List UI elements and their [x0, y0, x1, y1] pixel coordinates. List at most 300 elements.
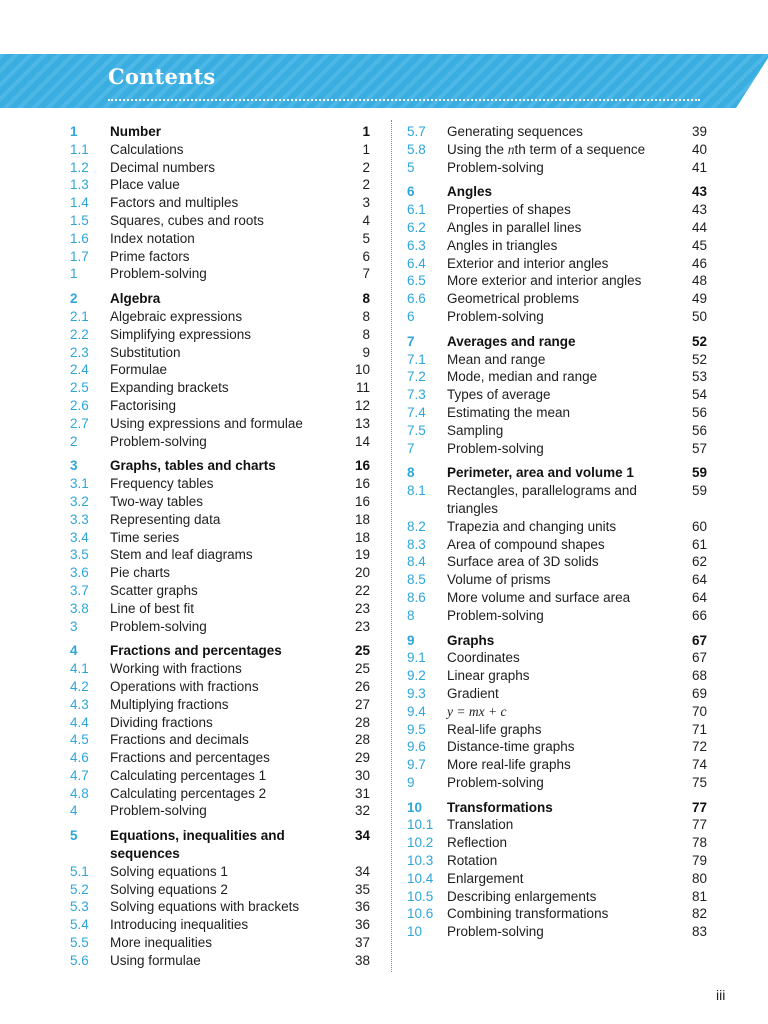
section-row[interactable] [60, 564, 376, 582]
section-row[interactable] [397, 703, 713, 721]
section-number: 3.2 [70, 493, 89, 509]
section-number: 2.7 [70, 415, 89, 431]
chapter-page: 25 [354, 643, 370, 659]
section-page: 20 [354, 565, 370, 581]
section-row[interactable] [60, 159, 376, 177]
section-page: 36 [354, 917, 370, 933]
section-number: 9.6 [407, 739, 426, 755]
section-number: 2.6 [70, 397, 89, 413]
chapter-number: 5 [70, 828, 78, 844]
section-title: Mode, median and range [447, 369, 598, 385]
section-page: 7 [362, 266, 370, 282]
section-page: 25 [354, 661, 370, 677]
chapter-number: 3 [70, 458, 78, 474]
section-number: 10.5 [407, 888, 434, 904]
chapter-heading-row[interactable] [397, 183, 713, 201]
section-row[interactable] [397, 308, 713, 326]
chapter-page: 67 [691, 632, 707, 648]
section-title: Formulae [110, 362, 168, 378]
section-row[interactable] [397, 888, 713, 906]
section-number: 8 [407, 607, 415, 623]
section-number: 5.4 [70, 917, 89, 933]
section-page: 53 [691, 369, 707, 385]
chapter-number: 1 [70, 124, 78, 139]
section-page: 10 [354, 362, 370, 378]
section-row[interactable] [397, 553, 713, 571]
section-row[interactable] [60, 433, 376, 451]
contents-column-left [60, 123, 376, 977]
section-page: 11 [355, 380, 370, 396]
section-title: Line of best fit [110, 600, 195, 616]
section-page: 71 [691, 721, 707, 737]
section-row[interactable] [60, 785, 376, 803]
section-title [447, 703, 671, 721]
section-page: 36 [354, 899, 370, 915]
chapter-heading-row[interactable] [60, 290, 376, 308]
section-number: 9.4 [407, 703, 426, 719]
section-row[interactable] [60, 678, 376, 696]
section-row[interactable] [60, 802, 376, 820]
section-row[interactable] [397, 482, 713, 518]
section-title: Describing enlargements [447, 888, 597, 904]
chapter-number: 7 [407, 333, 415, 349]
section-page: 16 [354, 493, 370, 509]
section-row[interactable] [60, 714, 376, 732]
section-number: 10.1 [407, 817, 434, 833]
section-number: 1.3 [70, 177, 89, 193]
section-number: 6.4 [407, 255, 426, 271]
section-page: 23 [354, 600, 370, 616]
section-title: Algebraic expressions [110, 308, 243, 324]
section-number: 3 [70, 618, 78, 634]
section-page: 48 [691, 273, 707, 289]
section-row[interactable] [397, 141, 713, 159]
section-page: 67 [691, 650, 707, 666]
section-row[interactable] [60, 881, 376, 899]
section-number: 8.4 [407, 554, 426, 570]
section-page: 29 [354, 750, 370, 766]
chapter-heading-row[interactable] [397, 632, 713, 650]
section-row[interactable] [397, 923, 713, 941]
section-number: 10.2 [407, 835, 434, 851]
section-title: Problem-solving [110, 433, 207, 449]
section-row[interactable] [60, 379, 376, 397]
section-number: 8.2 [407, 518, 426, 534]
section-number: 5.1 [70, 863, 89, 879]
section-page: 28 [354, 714, 370, 730]
section-row[interactable] [397, 422, 713, 440]
section-title: Calculating percentages 2 [110, 785, 267, 801]
section-page: 54 [691, 387, 707, 403]
section-number: 2.5 [70, 380, 89, 396]
section-number: 7.4 [407, 404, 426, 420]
section-row[interactable] [60, 176, 376, 194]
section-number: 1.6 [70, 230, 89, 246]
section-row[interactable] [60, 230, 376, 248]
section-row[interactable] [60, 511, 376, 529]
section-number: 9.5 [407, 721, 426, 737]
section-page: 35 [354, 881, 370, 897]
section-page: 72 [691, 739, 707, 755]
section-title: Problem-solving [447, 774, 544, 790]
section-page: 56 [691, 404, 707, 420]
section-number: 1.7 [70, 248, 89, 264]
section-number: 7.2 [407, 369, 426, 385]
chapter-page: 34 [354, 828, 370, 844]
section-row[interactable] [397, 571, 713, 589]
section-row[interactable] [397, 368, 713, 386]
section-title: Generating sequences [447, 124, 583, 139]
section-title: Dividing fractions [110, 714, 213, 730]
section-title: Representing data [110, 511, 221, 527]
section-number: 5 [407, 159, 415, 175]
section-row[interactable] [397, 440, 713, 458]
section-page: 46 [691, 255, 707, 271]
chapter-page: 43 [691, 184, 707, 200]
section-page: 23 [354, 618, 370, 634]
section-page: 12 [354, 397, 370, 413]
section-number: 10.4 [407, 870, 434, 886]
chapter-number: 2 [70, 291, 78, 307]
section-row[interactable] [397, 159, 713, 177]
section-row[interactable] [397, 905, 713, 923]
section-title: Squares, cubes and roots [110, 212, 264, 228]
section-row[interactable] [60, 141, 376, 159]
section-number: 10 [407, 924, 423, 940]
section-page: 38 [354, 952, 370, 968]
section-page: 64 [691, 589, 707, 605]
section-number: 4.1 [70, 661, 89, 677]
section-row[interactable] [60, 916, 376, 934]
section-page: 41 [691, 159, 707, 175]
chapter-title: Averages and range [447, 333, 576, 349]
chapter-page: 59 [691, 465, 707, 481]
section-title: Operations with fractions [110, 678, 259, 694]
section-number: 2 [70, 433, 78, 449]
section-number: 3.6 [70, 565, 89, 581]
entry-title-line: Equations, inequalities and [110, 828, 285, 844]
section-page: 18 [354, 529, 370, 545]
section-row[interactable] [397, 386, 713, 404]
header-dotted-rule [108, 99, 700, 101]
contents-column-right [397, 123, 713, 948]
section-title: Reflection [447, 835, 508, 851]
section-title: Fractions and decimals [110, 732, 249, 748]
chapter-heading-row[interactable] [397, 464, 713, 482]
chapter-block [60, 827, 376, 969]
section-title: Properties of shapes [447, 202, 571, 218]
section-page: 31 [354, 785, 370, 801]
section-number: 7 [407, 440, 415, 456]
section-title: Linear graphs [447, 668, 530, 684]
section-row[interactable] [397, 834, 713, 852]
section-title: Solving equations with brackets [110, 899, 300, 915]
section-row[interactable] [397, 290, 713, 308]
section-row[interactable] [397, 219, 713, 237]
section-title: Substitution [110, 344, 181, 360]
section-page: 57 [691, 440, 707, 456]
section-title [447, 141, 671, 159]
section-row[interactable] [60, 212, 376, 230]
chapter-heading-row[interactable] [60, 123, 376, 141]
section-title: Solving equations 2 [110, 881, 228, 897]
section-row[interactable] [60, 308, 376, 326]
section-title: Problem-solving [447, 440, 544, 456]
section-number: 4.3 [70, 696, 89, 712]
section-title: Problem-solving [447, 159, 544, 175]
section-row[interactable] [397, 518, 713, 536]
section-title [447, 482, 671, 518]
chapter-title: Number [110, 124, 162, 139]
section-title: Estimating the mean [447, 404, 571, 420]
chapter-number: 6 [407, 184, 415, 200]
section-title: Trapezia and changing units [447, 518, 617, 534]
section-page: 26 [354, 678, 370, 694]
section-row[interactable] [60, 582, 376, 600]
chapter-heading-row[interactable] [397, 333, 713, 351]
section-title: Factors and multiples [110, 195, 239, 211]
section-row[interactable] [397, 351, 713, 369]
chapter-page: 16 [354, 458, 370, 474]
section-row[interactable] [397, 536, 713, 554]
section-title: Working with fractions [110, 661, 242, 677]
section-page: 27 [354, 696, 370, 712]
section-row[interactable] [60, 493, 376, 511]
section-number: 4.5 [70, 732, 89, 748]
section-title: More real-life graphs [447, 757, 571, 773]
section-row[interactable] [60, 344, 376, 362]
section-row[interactable] [60, 546, 376, 564]
section-title: Solving equations 1 [110, 863, 228, 879]
section-number: 9.1 [407, 650, 426, 666]
section-number: 4.4 [70, 714, 89, 730]
chapter-block [397, 333, 713, 458]
section-row[interactable] [60, 731, 376, 749]
section-number: 1.1 [70, 141, 89, 157]
section-row[interactable] [60, 618, 376, 636]
section-row[interactable] [60, 749, 376, 767]
section-number: 2.1 [70, 308, 89, 324]
section-page: 40 [691, 141, 707, 157]
section-row[interactable] [60, 361, 376, 379]
section-title: Translation [447, 817, 514, 833]
section-row[interactable] [397, 721, 713, 739]
section-page: 43 [691, 202, 707, 218]
section-number: 6 [407, 308, 415, 324]
section-row[interactable] [60, 475, 376, 493]
section-row[interactable] [397, 237, 713, 255]
section-title: Factorising [110, 397, 177, 413]
chapter-block [60, 290, 376, 450]
section-title: Fractions and percentages [110, 750, 270, 766]
section-page: 30 [354, 767, 370, 783]
chapter-heading-row[interactable] [60, 457, 376, 475]
section-title: Exterior and interior angles [447, 255, 609, 271]
section-number: 8.5 [407, 572, 426, 588]
section-row[interactable] [60, 952, 376, 970]
section-page: 9 [362, 344, 370, 360]
section-row[interactable] [397, 589, 713, 607]
section-page: 81 [691, 888, 707, 904]
section-page: 8 [362, 308, 370, 324]
section-title: Rotation [447, 853, 498, 869]
section-title: Combining transformations [447, 906, 609, 922]
section-number: 6.1 [407, 202, 426, 218]
section-page: 19 [354, 547, 370, 563]
section-title: Distance-time graphs [447, 739, 575, 755]
section-row[interactable] [397, 685, 713, 703]
chapter-block [60, 642, 376, 820]
section-number: 6.5 [407, 273, 426, 289]
chapter-title: Angles [447, 184, 493, 200]
section-page: 37 [354, 935, 370, 951]
page-title: Contents [108, 64, 216, 89]
section-page: 75 [691, 774, 707, 790]
chapter-block [60, 457, 376, 635]
section-number: 6.6 [407, 291, 426, 307]
section-row[interactable] [397, 756, 713, 774]
section-title: Problem-solving [110, 618, 207, 634]
section-title: Gradient [447, 685, 499, 701]
column-divider [391, 120, 392, 972]
section-title: Multiplying fractions [110, 696, 229, 712]
section-page: 13 [354, 415, 370, 431]
section-number: 3.8 [70, 600, 89, 616]
section-title: Calculations [110, 141, 184, 157]
section-row[interactable] [60, 660, 376, 678]
section-number: 1.2 [70, 159, 89, 175]
chapter-heading-row[interactable] [397, 799, 713, 817]
section-number: 5.8 [407, 141, 426, 157]
chapter-title [110, 827, 334, 863]
section-number: 1 [70, 266, 78, 282]
section-row[interactable] [397, 667, 713, 685]
section-page: 50 [691, 308, 707, 324]
chapter-number: 9 [407, 632, 415, 648]
section-page: 2 [362, 177, 370, 193]
section-page: 6 [362, 248, 370, 264]
section-page: 45 [691, 237, 707, 253]
section-number: 9 [407, 774, 415, 790]
section-title: Calculating percentages 1 [110, 767, 267, 783]
entry-title-math: y = mx + c [447, 703, 507, 719]
section-page: 39 [691, 124, 707, 139]
section-row[interactable] [60, 934, 376, 952]
section-title: Angles in parallel lines [447, 219, 582, 235]
section-page: 69 [691, 685, 707, 701]
section-row[interactable] [397, 738, 713, 756]
section-number: 5.5 [70, 935, 89, 951]
section-title: Using formulae [110, 952, 201, 968]
section-row[interactable] [397, 255, 713, 273]
section-row[interactable] [397, 649, 713, 667]
section-number: 2.3 [70, 344, 89, 360]
section-title: Pie charts [110, 565, 171, 581]
section-row[interactable] [60, 397, 376, 415]
section-title: Simplifying expressions [110, 326, 252, 342]
section-row[interactable] [397, 774, 713, 792]
section-row[interactable] [397, 201, 713, 219]
chapter-block [60, 123, 376, 283]
entry-title-line: Rectangles, parallelograms and [447, 483, 637, 499]
section-row[interactable] [397, 852, 713, 870]
section-row[interactable] [60, 600, 376, 618]
chapter-heading-row[interactable] [60, 827, 376, 863]
chapter-title: Graphs [447, 632, 495, 648]
chapter-block [397, 632, 713, 792]
section-page: 28 [354, 732, 370, 748]
section-title: Time series [110, 529, 180, 545]
entry-title-line: triangles [447, 500, 499, 516]
section-row[interactable] [397, 272, 713, 290]
section-title: Types of average [447, 387, 551, 403]
section-page: 59 [691, 483, 707, 499]
section-number: 8.3 [407, 536, 426, 552]
section-page: 14 [354, 433, 370, 449]
section-page: 49 [691, 291, 707, 307]
section-title: Coordinates [447, 650, 520, 666]
section-row[interactable] [60, 415, 376, 433]
section-title: Problem-solving [447, 308, 544, 324]
section-number: 3.5 [70, 547, 89, 563]
section-page: 2 [362, 159, 370, 175]
section-page: 4 [362, 212, 370, 228]
section-number: 2.2 [70, 326, 89, 342]
section-row[interactable] [60, 696, 376, 714]
chapter-title: Algebra [110, 291, 161, 307]
section-row[interactable] [60, 248, 376, 266]
section-row[interactable] [397, 816, 713, 834]
section-title: Geometrical problems [447, 291, 580, 307]
chapter-title: Perimeter, area and volume 1 [447, 465, 634, 481]
section-row[interactable] [60, 898, 376, 916]
section-row[interactable] [60, 326, 376, 344]
section-number: 3.3 [70, 511, 89, 527]
section-row[interactable] [60, 863, 376, 881]
section-page: 8 [362, 326, 370, 342]
section-title: Problem-solving [110, 803, 207, 819]
chapter-number: 10 [407, 799, 423, 815]
section-page: 56 [691, 422, 707, 438]
section-number: 3.4 [70, 529, 89, 545]
section-number: 4.2 [70, 678, 89, 694]
section-title: Real-life graphs [447, 721, 542, 737]
section-title: Enlargement [447, 870, 524, 886]
chapter-title: Transformations [447, 799, 553, 815]
section-row[interactable] [60, 194, 376, 212]
section-title: Angles in triangles [447, 237, 558, 253]
section-number: 6.3 [407, 237, 426, 253]
section-title: Scatter graphs [110, 582, 198, 598]
section-number: 5.3 [70, 899, 89, 915]
section-row[interactable] [60, 767, 376, 785]
section-row[interactable] [397, 607, 713, 625]
section-page: 78 [691, 835, 707, 851]
section-row[interactable] [397, 123, 713, 141]
section-number: 2.4 [70, 362, 89, 378]
chapter-heading-row[interactable] [60, 642, 376, 660]
section-row[interactable] [397, 870, 713, 888]
section-page: 83 [691, 924, 707, 940]
section-row[interactable] [60, 265, 376, 283]
section-page: 70 [691, 703, 707, 719]
section-row[interactable] [60, 529, 376, 547]
section-row[interactable] [397, 404, 713, 422]
section-page: 60 [691, 518, 707, 534]
section-number: 9.3 [407, 685, 426, 701]
section-page: 64 [691, 572, 707, 588]
section-page: 61 [691, 536, 707, 552]
